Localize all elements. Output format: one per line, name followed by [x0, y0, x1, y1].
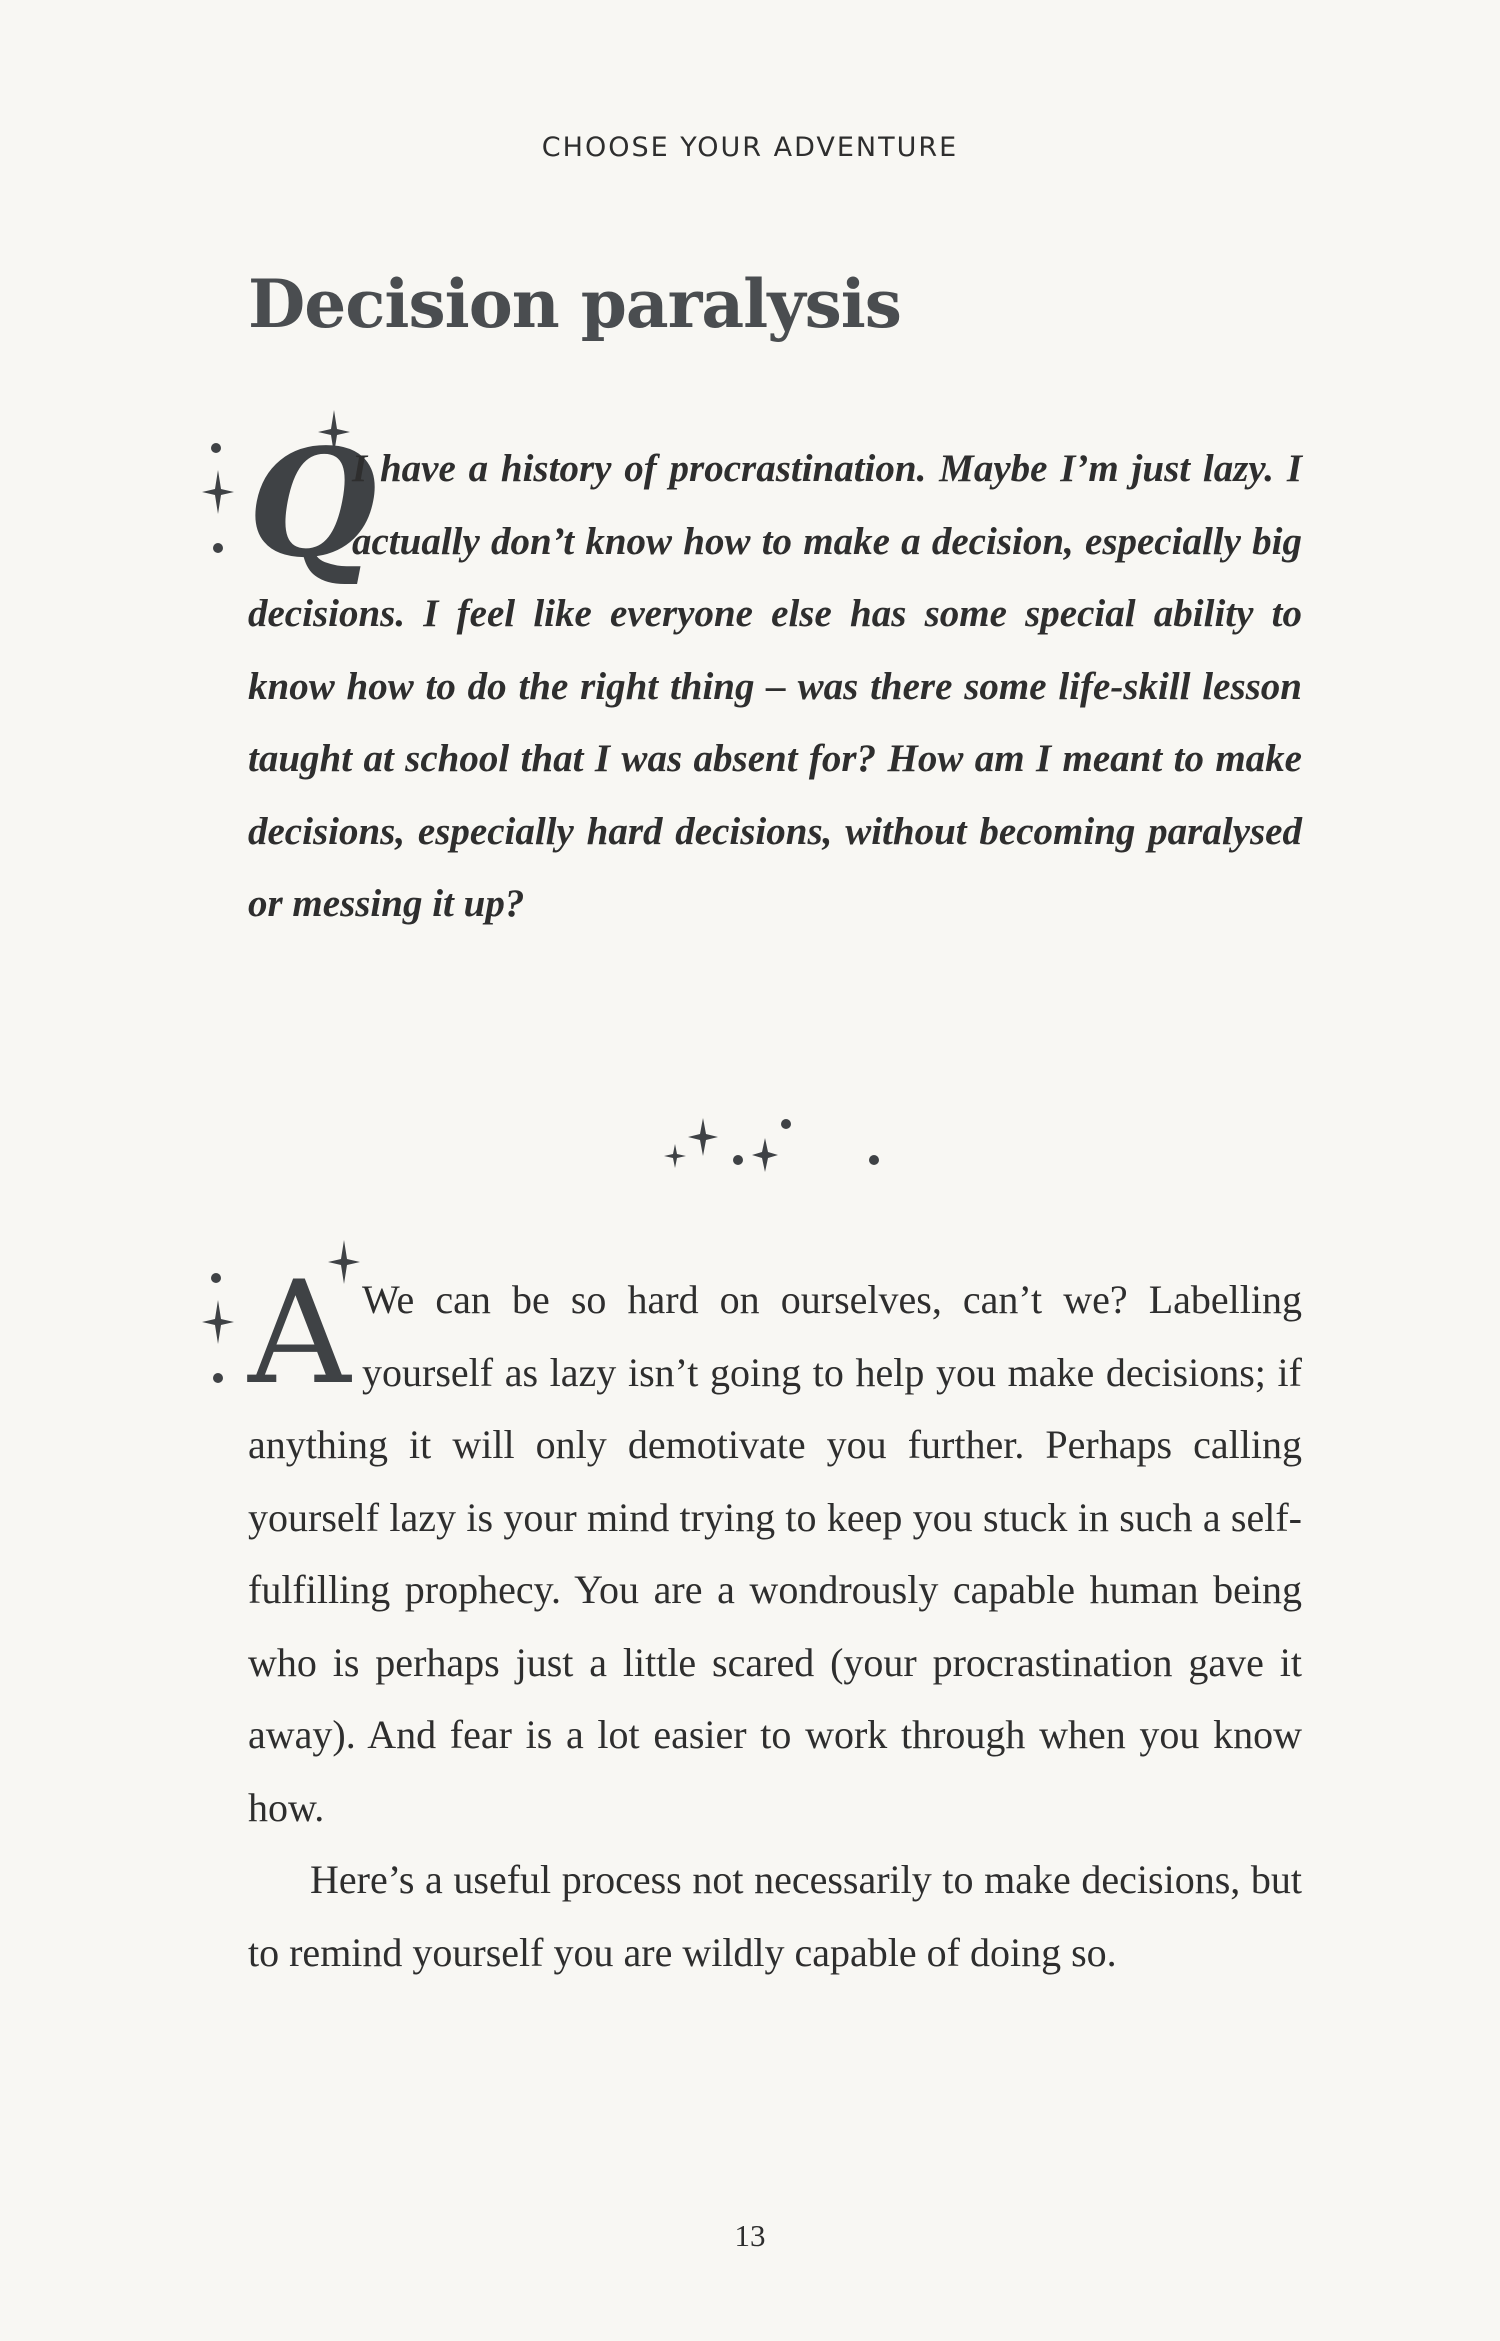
answer-dropcap: A	[248, 1251, 351, 1416]
answer-paragraph-2: Here’s a useful process not necessarily to make decisions, but to remind yourself you are wildly capable of doing so.	[248, 1857, 1302, 1975]
question-text: I have a history of procrastination. Maybe I’m just lazy. I actually don’t know how to make a decision, especially big decisions. I feel like everyone else has some special ability to know how to do the right thing – was there some life-skill lesson taught at school that I was absent for? How am I meant to make decisions, especially hard decisions, without becoming paralysed or messing it up?	[248, 447, 1302, 925]
answer-paragraph-1-text: We can be so hard on ourselves, can’t we? Labelling yourself as lazy isn’t going to help you make decisions; if anything it will only demotivate you further. Perhaps calling yourself lazy is your mind trying to keep you stuck in such a self-fulfilling prophecy. You are a wondrously capable human being who is perhaps just a little scared (your procrastination gave it away). And fear is a lot easier to work through when you know how.	[248, 1277, 1302, 1830]
answer-block	[248, 1251, 1302, 1989]
answer-paragraph-1	[248, 1251, 1302, 1844]
page-title: Decision paralysis	[248, 265, 901, 343]
running-head: CHOOSE YOUR ADVENTURE	[541, 132, 959, 163]
page-number: 13	[734, 2218, 766, 2253]
sparkle-divider-icon	[660, 1100, 900, 1180]
question-dropcap: Q	[248, 416, 377, 590]
question-block	[248, 416, 1302, 941]
